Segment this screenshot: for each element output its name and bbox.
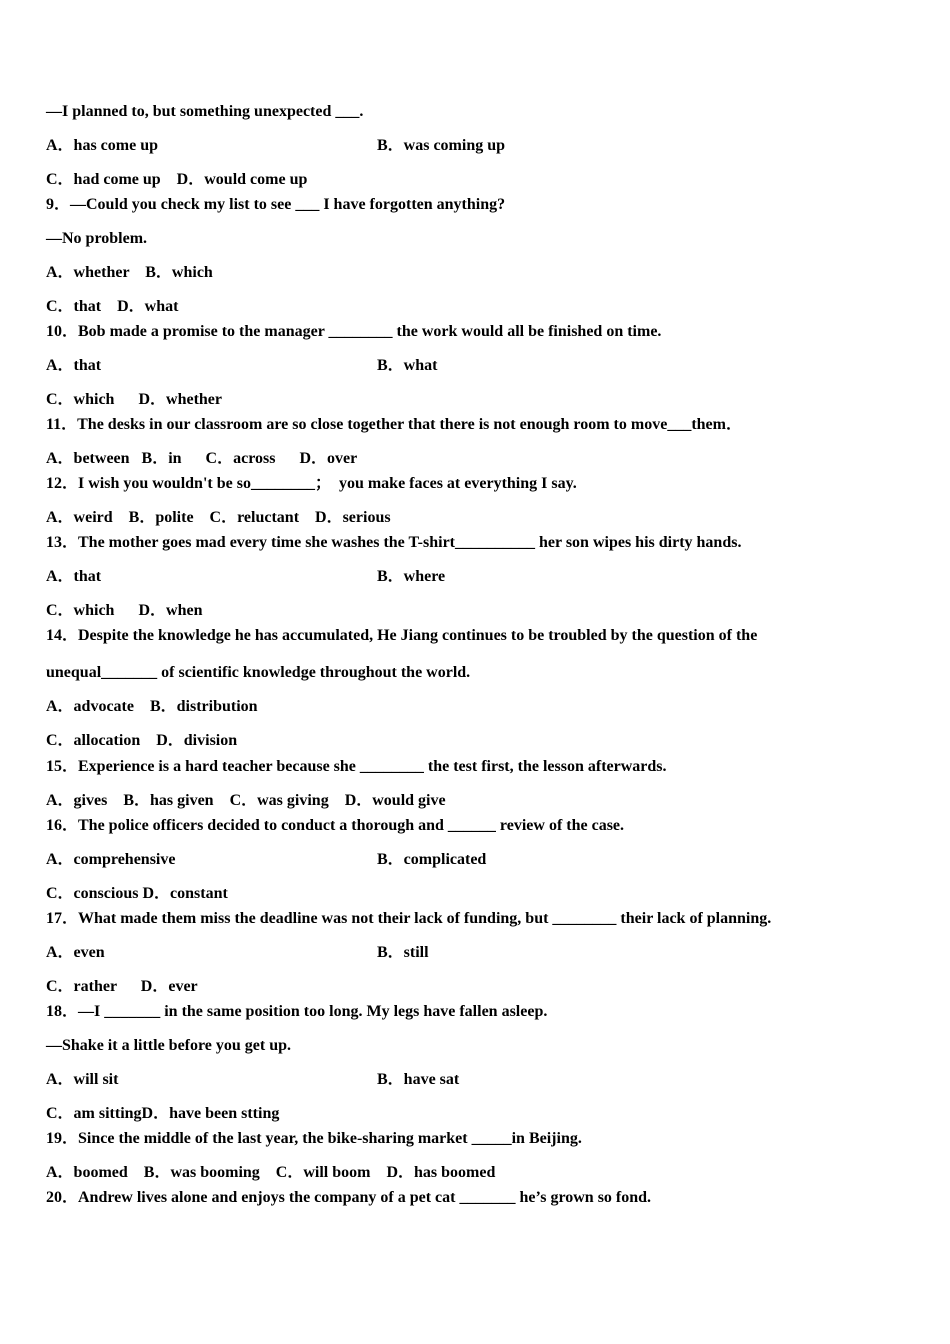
q11-stem: 11．The desks in our classroom are so close together that there is not enough room to move___them． [46, 416, 742, 433]
q18-stem: 18．—I _______ in the same position too long. My legs have fallen asleep. [46, 1003, 548, 1020]
q14-stem: 14．Despite the knowledge he has accumulated, He Jiang continues to be troubled by the question of the [46, 627, 758, 644]
q9-response: —No problem. [46, 230, 148, 247]
q18-option-b: B．have sat [377, 1071, 460, 1088]
q14-options-ab: A．advocate B．distribution [46, 698, 258, 715]
q8-option-a: A．has come up [46, 137, 159, 154]
q12-options: A．weird B．polite C．reluctant D．serious [46, 509, 391, 526]
q18-response: —Shake it a little before you get up. [46, 1037, 292, 1054]
q18-option-a: A．will sit [46, 1071, 119, 1088]
q17-option-a: A．even [46, 944, 105, 961]
q10-stem: 10．Bob made a promise to the manager ________ the work would all be finished on time. [46, 323, 662, 340]
q13-options-cd: C．which D．when [46, 602, 203, 619]
q19-options: A．boomed B．was booming C．will boom D．has boomed [46, 1164, 496, 1181]
q16-option-a: A．comprehensive [46, 851, 176, 868]
q17-option-b: B．still [377, 944, 429, 961]
q10-options-cd: C．which D．whether [46, 391, 222, 408]
q8-response: —I planned to, but something unexpected ___. [46, 103, 364, 120]
q13-stem: 13．The mother goes mad every time she washes the T-shirt__________ her son wipes his dirty hands. [46, 534, 742, 551]
q12-stem: 12．I wish you wouldn't be so________； you make faces at everything I say. [46, 475, 577, 492]
q19-stem: 19．Since the middle of the last year, the bike-sharing market _____in Beijing. [46, 1130, 582, 1147]
q16-option-b: B．complicated [377, 851, 487, 868]
q18-options-cd: C．am sittingD．have been stting [46, 1105, 280, 1122]
q16-options-cd: C．conscious D．constant [46, 885, 228, 902]
q13-option-a: A．that [46, 568, 102, 585]
q10-option-b: B．what [377, 357, 438, 374]
q9-options-cd: C．that D．what [46, 298, 179, 315]
q9-stem: 9．—Could you check my list to see ___ I have forgotten anything? [46, 196, 506, 213]
q9-options-ab: A．whether B．which [46, 264, 213, 281]
q10-option-a: A．that [46, 357, 102, 374]
q14-stem-cont: unequal_______ of scientific knowledge throughout the world. [46, 664, 471, 681]
q15-options: A．gives B．has given C．was giving D．would give [46, 792, 446, 809]
q14-options-cd: C．allocation D．division [46, 732, 238, 749]
q20-stem: 20．Andrew lives alone and enjoys the company of a pet cat _______ he’s grown so fond. [46, 1189, 652, 1206]
q16-stem: 16．The police officers decided to conduct a thorough and ______ review of the case. [46, 817, 625, 834]
q17-stem: 17．What made them miss the deadline was not their lack of funding, but ________ their lack of planning. [46, 910, 772, 927]
q15-stem: 15．Experience is a hard teacher because she ________ the test first, the lesson afterwards. [46, 758, 667, 775]
q17-options-cd: C．rather D．ever [46, 978, 198, 995]
q8-option-b: B．was coming up [377, 137, 506, 154]
q11-options: A．between B．in C．across D．over [46, 450, 358, 467]
q8-options-cd: C．had come up D．would come up [46, 171, 308, 188]
q13-option-b: B．where [377, 568, 446, 585]
